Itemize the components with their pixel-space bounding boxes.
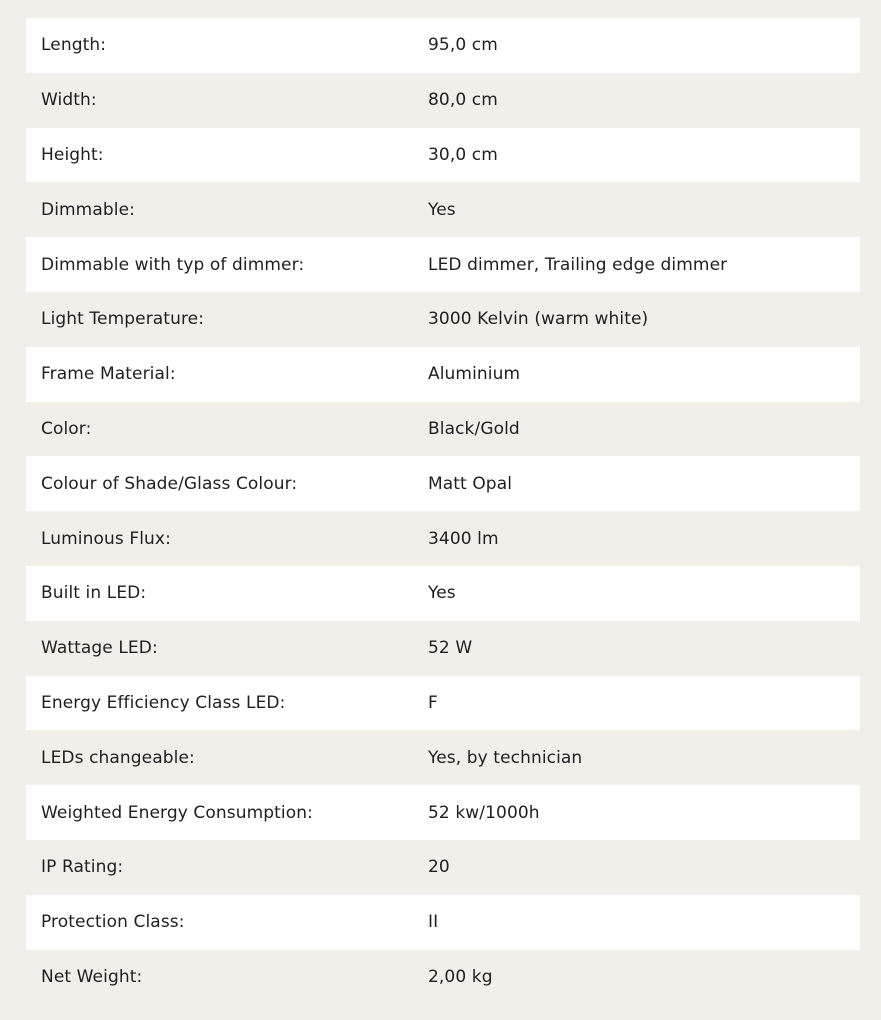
spec-label: LEDs changeable: xyxy=(41,747,195,768)
spec-row-height xyxy=(26,128,860,183)
spec-label: Height: xyxy=(41,144,104,165)
spec-value: 95,0 cm xyxy=(428,35,498,56)
spec-value: 52 W xyxy=(428,638,473,659)
spec-label: Length: xyxy=(41,35,107,56)
spec-label: Energy Efficiency Class LED: xyxy=(41,692,286,713)
spec-row-leds-changeable xyxy=(26,730,860,785)
spec-value: 3000 Kelvin (warm white) xyxy=(428,309,649,330)
spec-row-length xyxy=(26,18,860,73)
spec-row-net-weight xyxy=(26,950,860,1005)
spec-label: Protection Class: xyxy=(41,912,185,933)
spec-value: Yes xyxy=(428,199,456,220)
spec-row-color xyxy=(26,402,860,457)
spec-label: Dimmable: xyxy=(41,199,135,220)
spec-row-energy-consumption xyxy=(26,785,860,840)
spec-label: Color: xyxy=(41,418,92,439)
spec-label: Luminous Flux: xyxy=(41,528,171,549)
spec-value: Aluminium xyxy=(428,364,521,385)
spec-row-luminous-flux xyxy=(26,511,860,566)
spec-row-built-in-led xyxy=(26,566,860,621)
spec-value: Black/Gold xyxy=(428,418,520,439)
specifications-table xyxy=(26,18,860,1004)
spec-value: Yes, by technician xyxy=(428,747,583,768)
spec-row-light-temperature xyxy=(26,292,860,347)
spec-value: Yes xyxy=(428,583,456,604)
spec-row-width xyxy=(26,73,860,128)
spec-value: Matt Opal xyxy=(428,473,513,494)
spec-value: 20 xyxy=(428,857,450,878)
spec-row-frame-material xyxy=(26,347,860,402)
spec-label: Built in LED: xyxy=(41,583,147,604)
spec-row-shade-colour xyxy=(26,456,860,511)
spec-value: 3400 lm xyxy=(428,528,499,549)
spec-row-wattage-led xyxy=(26,621,860,676)
spec-value: 80,0 cm xyxy=(428,90,498,111)
spec-label: Dimmable with typ of dimmer: xyxy=(41,254,305,275)
spec-value: 52 kw/1000h xyxy=(428,802,540,823)
spec-row-dimmable xyxy=(26,182,860,237)
spec-label: Colour of Shade/Glass Colour: xyxy=(41,473,298,494)
spec-value: F xyxy=(428,692,438,713)
spec-label: Net Weight: xyxy=(41,966,143,987)
spec-label: Frame Material: xyxy=(41,364,176,385)
spec-row-energy-efficiency xyxy=(26,676,860,731)
spec-label: Width: xyxy=(41,90,97,111)
spec-label: Light Temperature: xyxy=(41,309,205,330)
spec-row-protection-class xyxy=(26,895,860,950)
spec-value: II xyxy=(428,912,439,933)
spec-value: LED dimmer, Trailing edge dimmer xyxy=(428,254,728,275)
spec-label: Weighted Energy Consumption: xyxy=(41,802,313,823)
spec-value: 30,0 cm xyxy=(428,144,498,165)
spec-row-ip-rating xyxy=(26,840,860,895)
spec-label: Wattage LED: xyxy=(41,638,158,659)
spec-value: 2,00 kg xyxy=(428,966,493,987)
spec-row-dimmer-type xyxy=(26,237,860,292)
spec-label: IP Rating: xyxy=(41,857,124,878)
